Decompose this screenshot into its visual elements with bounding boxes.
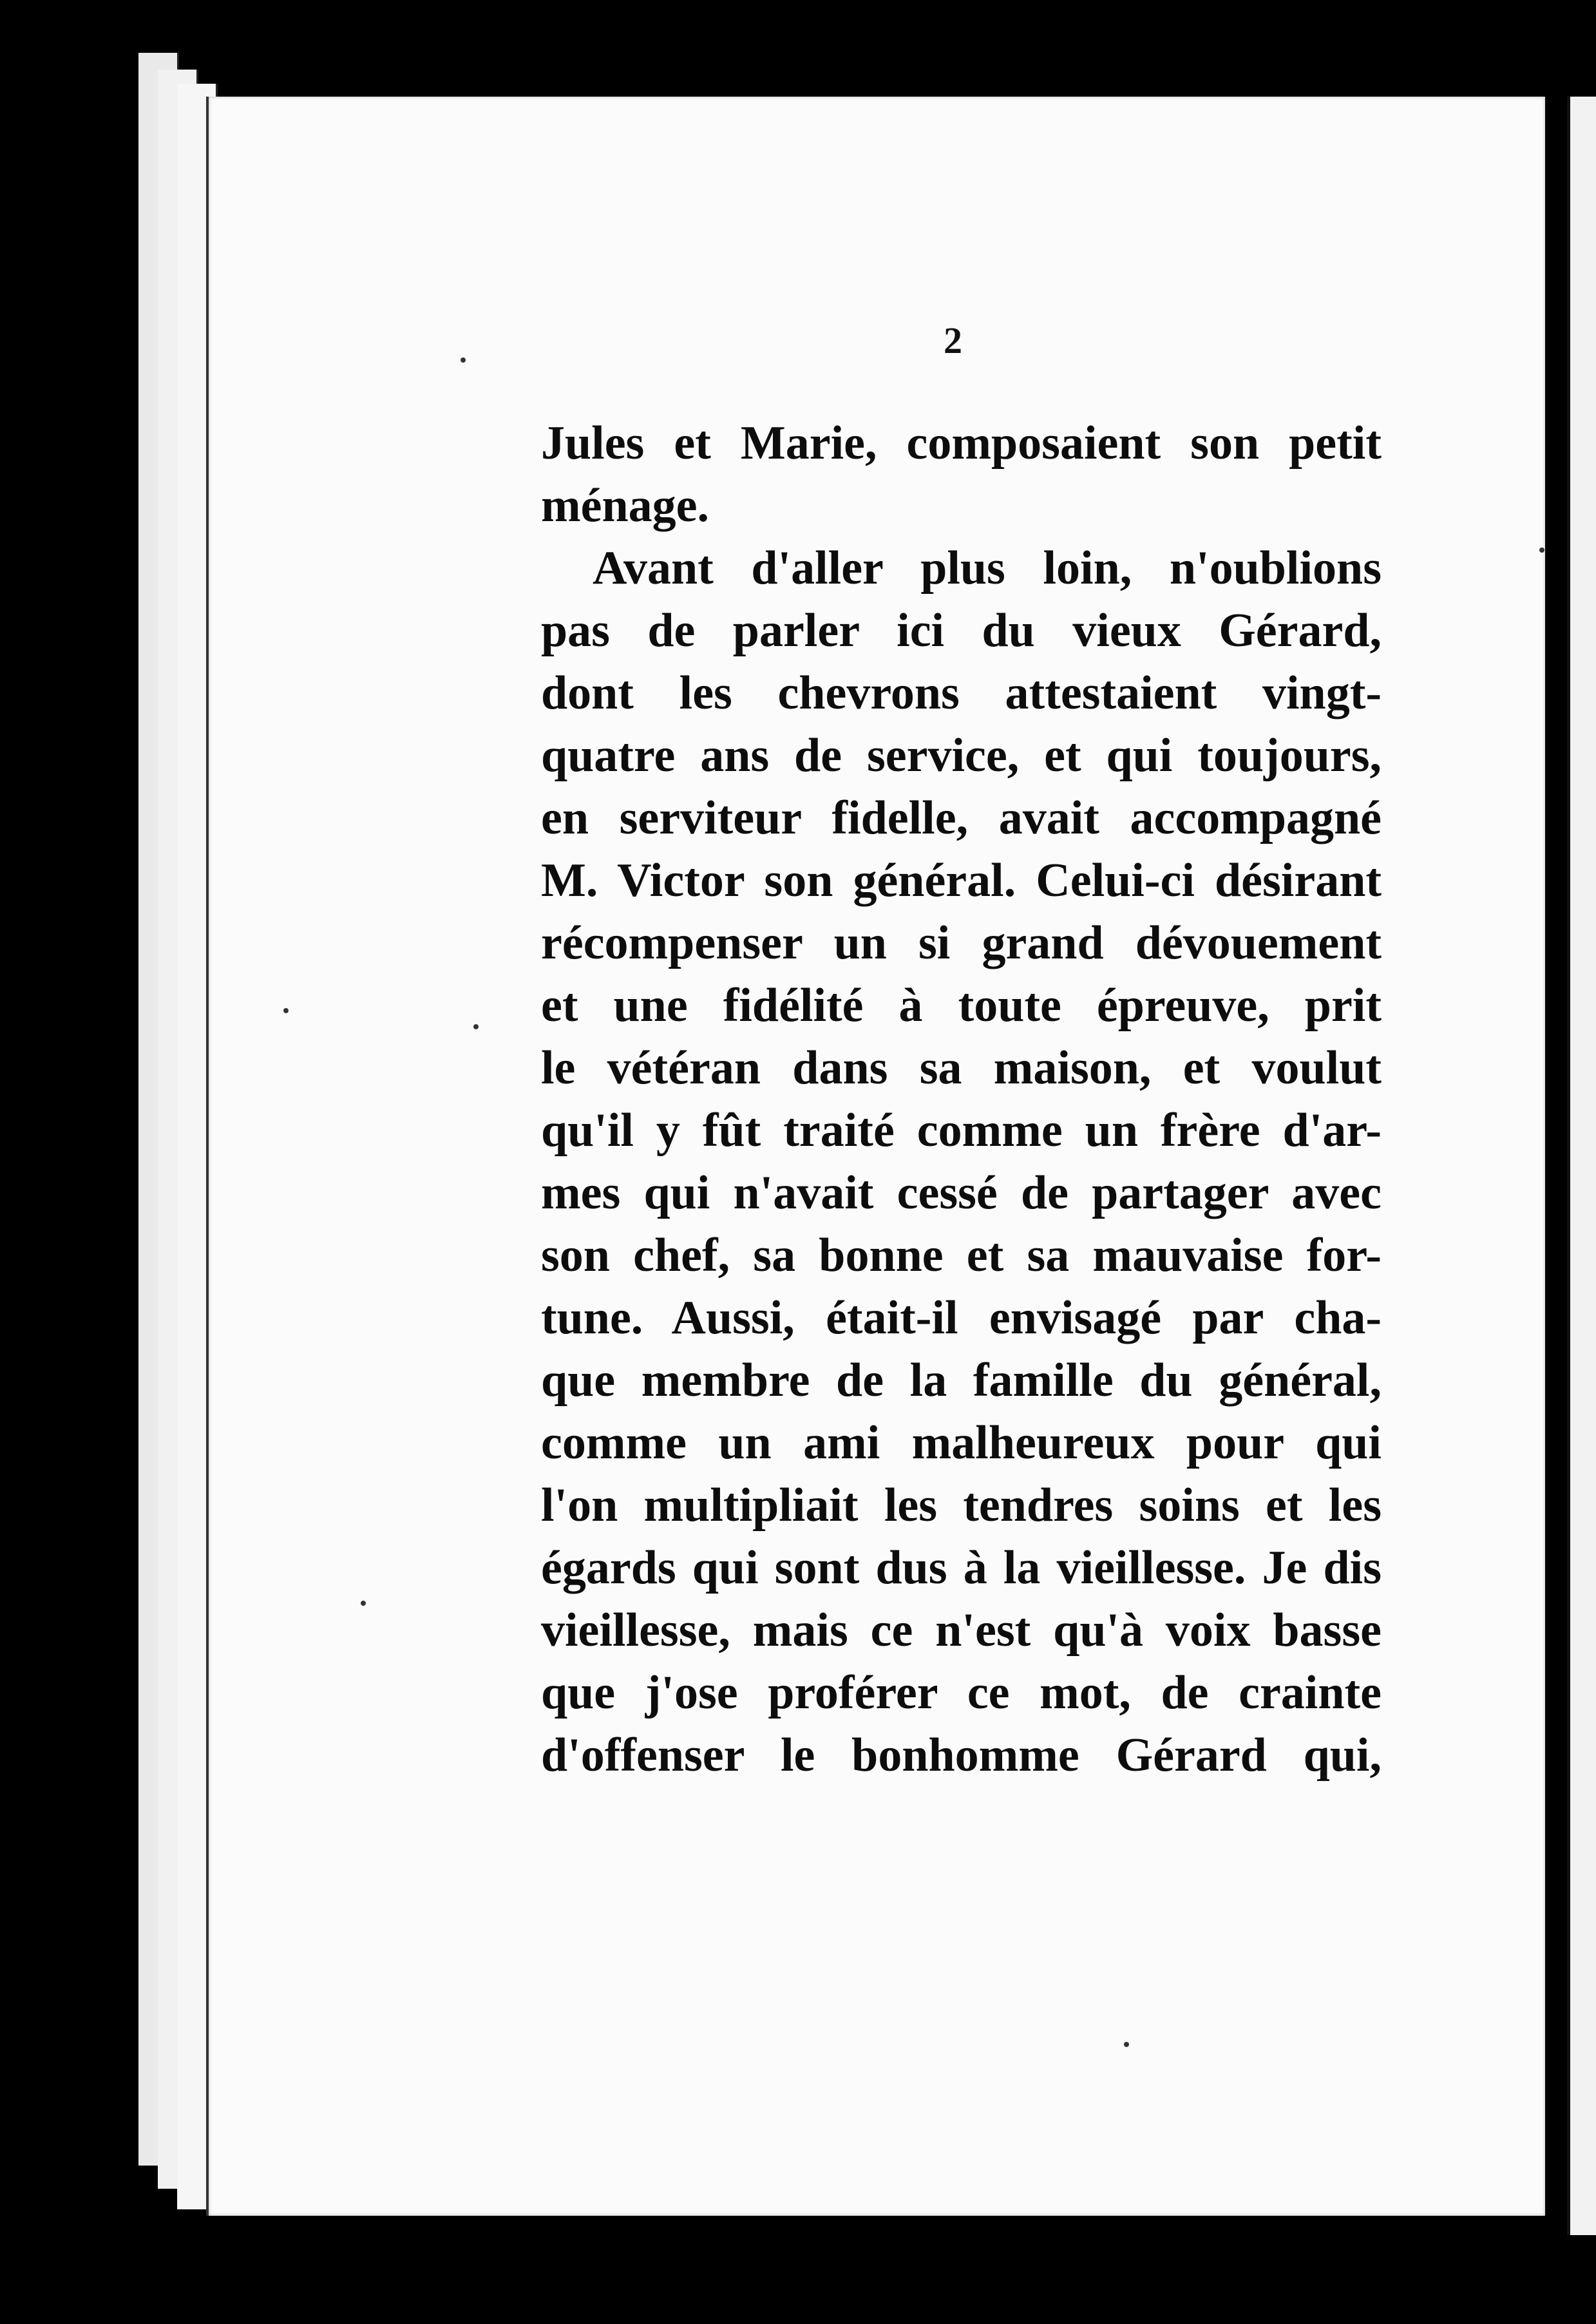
text-line: tune. Aussi, était-il envisagé par cha- bbox=[541, 1291, 1382, 1344]
text-line: dont les chevrons attestaient vingt- bbox=[541, 667, 1382, 719]
scan-speck bbox=[473, 1024, 479, 1029]
text-line: comme un ami malheureux pour qui bbox=[541, 1416, 1382, 1469]
scan-speck bbox=[461, 357, 466, 363]
text-line: récompenser un si grand dévouement bbox=[541, 917, 1382, 969]
text-line: que j'ose proférer ce mot, de crainte bbox=[541, 1666, 1382, 1719]
scan-speck bbox=[1539, 548, 1544, 553]
page-number: 2 bbox=[944, 319, 962, 361]
text-line: vieillesse, mais ce n'est qu'à voix basse bbox=[541, 1604, 1382, 1657]
text-line: pas de parler ici du vieux Gérard, bbox=[541, 604, 1382, 657]
text-line: que membre de la famille du général, bbox=[541, 1354, 1382, 1407]
text-line: l'on multipliait les tendres soins et les bbox=[541, 1479, 1382, 1532]
text-line: ménage. bbox=[541, 479, 709, 532]
text-line: le vétéran dans sa maison, et voulut bbox=[541, 1042, 1382, 1094]
scan-speck bbox=[361, 1601, 366, 1606]
body-text bbox=[541, 412, 1382, 1787]
text-line: d'offenser le bonhomme Gérard qui, bbox=[541, 1729, 1382, 1782]
text-line: égards qui sont dus à la vieillesse. Je dis bbox=[541, 1541, 1382, 1594]
text-line: mes qui n'avait cessé de partager avec bbox=[541, 1167, 1382, 1219]
facing-page-edge bbox=[1567, 97, 1596, 2235]
scan-speck bbox=[283, 1008, 289, 1013]
text-line: qu'il y fût traité comme un frère d'ar- bbox=[541, 1104, 1382, 1157]
text-line: son chef, sa bonne et sa mauvaise for- bbox=[541, 1229, 1382, 1282]
scan-speck bbox=[1124, 2042, 1129, 2047]
text-line: et une fidélité à toute épreuve, prit bbox=[541, 979, 1382, 1032]
text-line: quatre ans de service, et qui toujours, bbox=[541, 729, 1382, 782]
text-line: Jules et Marie, composaient son petit bbox=[541, 417, 1382, 470]
text-line: en serviteur fidelle, avait accompagné bbox=[541, 792, 1382, 844]
text-line: M. Victor son général. Celui-ci désirant bbox=[541, 854, 1382, 907]
text-line: Avant d'aller plus loin, n'oublions bbox=[593, 542, 1382, 595]
